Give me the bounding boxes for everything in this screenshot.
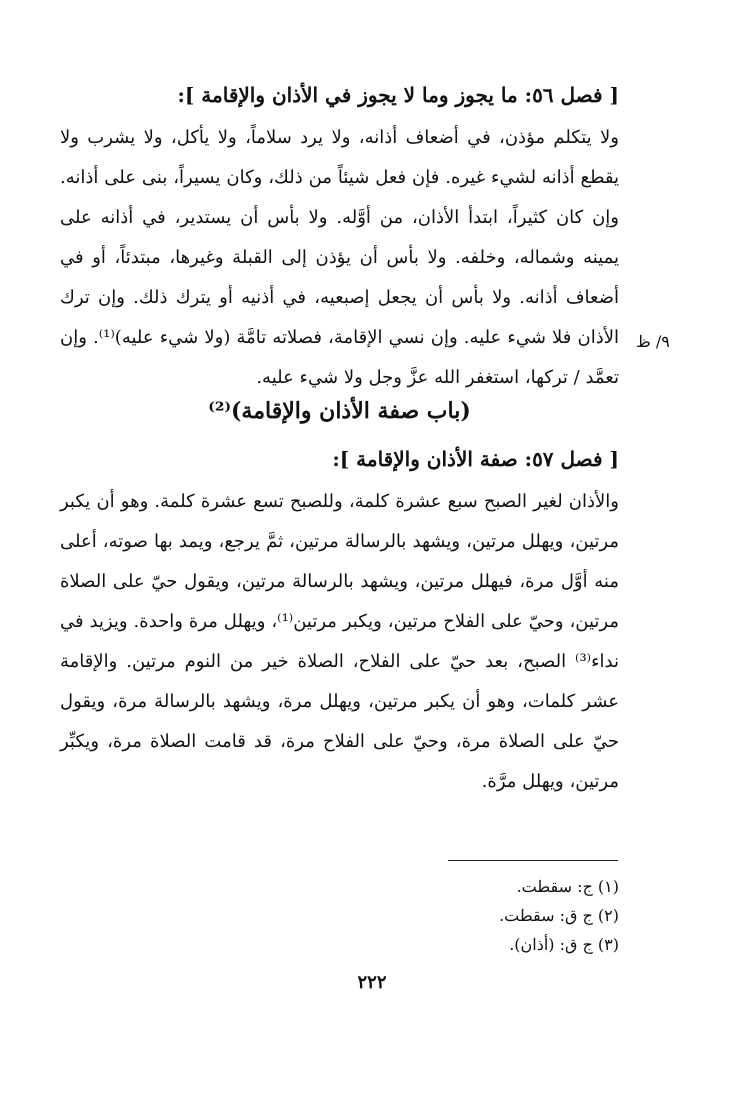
section-56-text: ولا يتكلم مؤذن، في أضعاف أذانه، ولا يرد سلاماً، ولا يأكل، ولا يشرب ولا يقطع أذانه لشيء غيره. فإن فعل شيئاً من ذلك، وكان يسيراً، بنى على أذانه. وإن كان كثيراً، ابتدأ الأذان، من أوَّله. ولا بأس أن يستدير، في أذانه على يمينه وشماله، وخلفه. ولا بأس أن يؤذن إلى القبلة وغيرها، مبتدئاً، أو في أضعاف أذانه. ولا بأس أن يجعل إصبعيه، في أذنيه أو يترك ذلك. وإن ترك الأذان فلا شيء عليه. وإن نسي الإقامة، فصلاته تامَّة (ولا شيء عليه)⁽¹⁾. وإن تعمَّد / تركها، استغفر الله عزَّ وجل ولا شيء عليه. [60, 127, 620, 388]
page-number: ٢٢٢ [357, 972, 387, 993]
section-57-heading: [ فصل ٥٧: صفة الأذان والإقامة ]: [332, 447, 619, 471]
footnote-3: (٣) ج ق: (أذان). [509, 935, 619, 954]
section-57-text: والأذان لغير الصبح سبع عشرة كلمة، وللصبح تسع عشرة كلمة. وهو أن يكبر مرتين، ويهلل مرتين، ويشهد بالرسالة مرتين، ثمَّ يرجع، ويمد بها صوته، أعلى منه أوَّل مرة، فيهلل مرتين، ويشهد بالرسالة مرتين، ويقول حيّ على الصلاة مرتين، وحيّ على الفلاح مرتين، ويكبر مرتين⁽¹⁾، ويهلل مرة واحدة. ويزيد في نداء⁽³⁾ الصبح، بعد حيّ على الفلاح، الصلاة خير من النوم مرتين. والإقامة عشر كلمات، وهو أن يكبر مرتين، ويهلل مرة، ويشهد بالرسالة مرة، ويقول حيّ على الصلاة مرة، وحيّ على الفلاح مرة، قد قامت الصلاة مرة، ويكبِّر مرتين، ويهلل مرَّة. [60, 491, 619, 792]
section-56-heading: [ فصل ٥٦: ما يجوز وما لا يجوز في الأذان والإقامة ]: [177, 83, 619, 107]
footnotes [319, 872, 619, 959]
chapter-title: (باب صفة الأذان والإقامة)⁽²⁾ [208, 398, 471, 424]
margin-folio-note: ٩/ ظ [636, 332, 670, 351]
footnote-1: (١) ج: سقطت. [516, 877, 619, 896]
footnote-2: (٢) ج ق: سقطت. [499, 906, 619, 925]
footnote-divider [448, 860, 618, 861]
